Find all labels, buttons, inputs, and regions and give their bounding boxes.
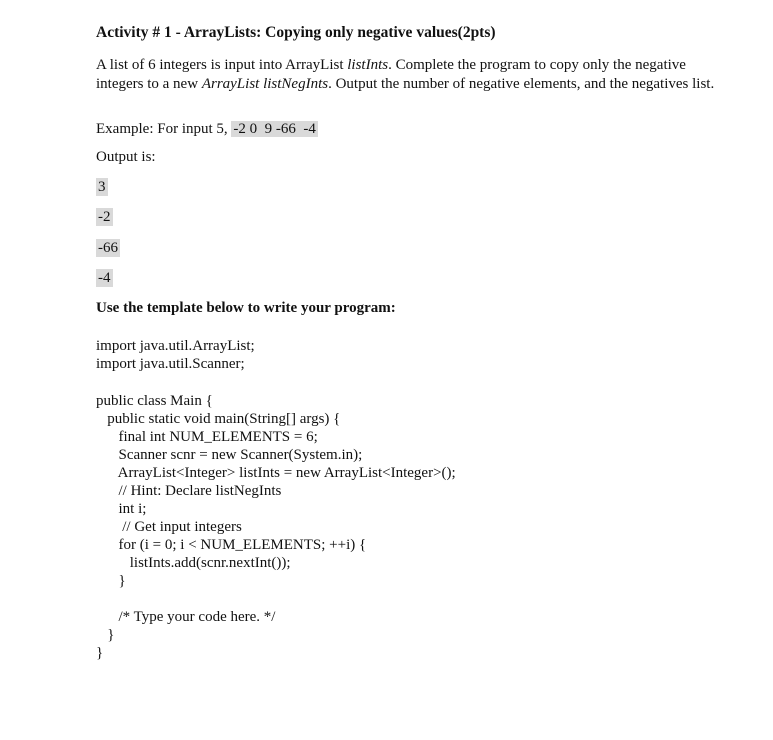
code-line: // Hint: Declare listNegInts <box>96 483 282 499</box>
instructions-paragraph <box>96 56 716 94</box>
instructions-text-3: . Output the number of negative elements, and the negatives list. <box>328 76 715 92</box>
code-line: import java.util.Scanner; <box>96 356 245 372</box>
output-value-1: -2 <box>98 209 111 225</box>
example-line <box>96 121 318 138</box>
activity-title: Activity # 1 - ArrayLists: Copying only negative values(2pts) <box>96 24 496 41</box>
example-input-values: -2 0 9 -66 -4 <box>233 121 316 137</box>
code-imports <box>96 337 255 373</box>
code-line: } <box>96 573 126 589</box>
code-line: final int NUM_ELEMENTS = 6; <box>96 429 318 445</box>
output-value-count: 3 <box>98 179 106 195</box>
code-line: listInts.add(scnr.nextInt()); <box>96 555 291 571</box>
output-label: Output is: <box>96 149 156 165</box>
code-line: import java.util.ArrayList; <box>96 338 255 354</box>
code-line: } <box>96 627 115 643</box>
example-prefix: Example: For input 5, <box>96 121 232 137</box>
code-line: public static void main(String[] args) { <box>96 411 341 427</box>
code-line: /* Type your code here. */ <box>96 609 276 625</box>
instructions-italic-1: listInts <box>347 57 389 73</box>
code-body <box>96 392 456 662</box>
code-line: Scanner scnr = new Scanner(System.in); <box>96 447 363 463</box>
code-line: int i; <box>96 501 147 517</box>
code-line <box>96 590 456 608</box>
code-line: public class Main { <box>96 393 213 409</box>
code-line: } <box>96 645 104 661</box>
instructions-italic-2: ArrayList listNegInts <box>201 76 329 92</box>
code-line: // Get input integers <box>96 519 242 535</box>
template-label: Use the template below to write your program: <box>96 300 396 316</box>
code-line: for (i = 0; i < NUM_ELEMENTS; ++i) { <box>96 537 367 553</box>
instructions-text-2: . Complete the program to copy only the negative integers to a new <box>96 57 686 92</box>
output-value-3: -4 <box>98 270 111 286</box>
output-value-2: -66 <box>98 240 118 256</box>
code-line: ArrayList<Integer> listInts = new ArrayList<Integer>(); <box>96 465 456 481</box>
instructions-text-1: A list of 6 integers is input into ArrayList <box>96 57 348 73</box>
